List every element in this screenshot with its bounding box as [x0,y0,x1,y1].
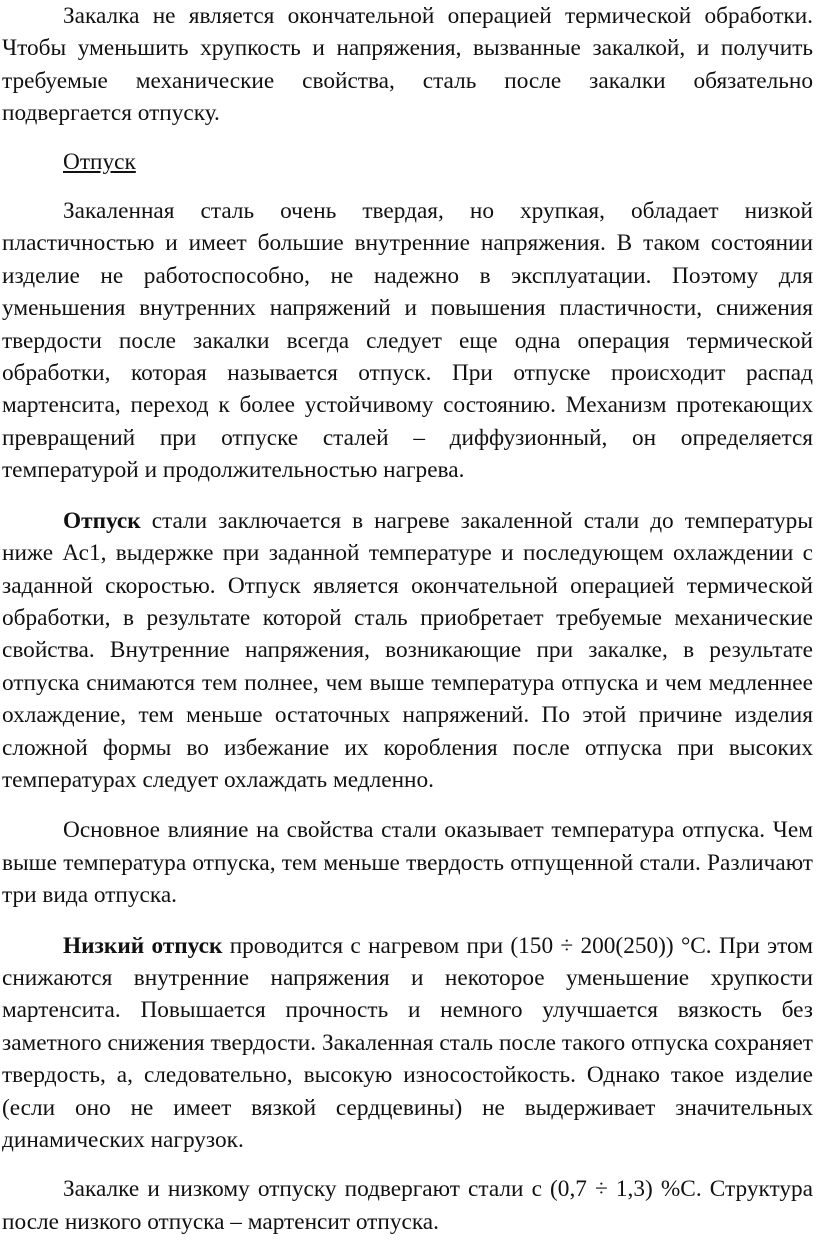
paragraph-tempering-text: стали заключается в нагреве закаленной стали до температуры ниже Ас1, выдержке при заданной температуре и последующем охлаждении с заданной скоростью. Отпуск является окончательной операцией термической обработки, в результате которой сталь приобретает требуемые механические свойства. Внутренние напряжения, возникающие при закалке, в результате отпуска снимаются тем полнее, чем выше температура отпуска и чем медленнее охлаждение, тем меньше остаточных напряжений. По этой причине изделия сложной формы во избежание их коробления после отпуска при высоких температурах следует охлаждать медленно. [2,507,813,793]
paragraph-low-tempering [2,930,813,1157]
paragraph-hardened-steel: Закаленная сталь очень твердая, но хрупкая, обладает низкой пластичностью и имеет большие внутренние напряжения. В таком состоянии изделие не работоспособно, не надежно в эксплуатации. Поэтому для уменьшения внутренних напряжений и повышения пластичности, снижения твердости после закалки всегда следует еще одна операция термической обработки, которая называется отпуск. При отпуске происходит распад мартенсита, переход к более устойчивому состоянию. Механизм протекающих превращений при отпуске сталей – диффузионный, он определяется температурой и продолжительностью нагрева. [2,198,813,484]
paragraph-low-tempering-text: проводится с нагревом при (150 ÷ 200(250)) °С. При этом снижаются внутренние напряжения и некоторое уменьшение хрупкости мартенсита. Повышается прочность и немного улучшается вязкость без заметного снижения твердости. Закаленная сталь после такого отпуска сохраняет твердость, а, следовательно, высокую износостойкость. Однако такое изделие (если оно не имеет вязкой сердцевины) не выдерживает значительных динамических нагрузок. [2,932,814,1153]
section-heading [2,146,813,178]
section-heading-text: Отпуск [63,148,136,175]
paragraph-temperature-influence: Основное влияние на свойства стали оказывает температура отпуска. Чем выше температура отпуска, тем меньше твердость отпущенной стали. Различают три вида отпуска. [2,817,813,909]
term-tempering: Отпуск [63,507,141,534]
paragraph-tempering-definition [2,505,813,797]
paragraph-low-tempering-structure: Закалке и низкому отпуску подвергают стали с (0,7 ÷ 1,3) %С. Структура после низкого отпуска – мартенсит отпуска. [2,1176,813,1235]
paragraph-intro: Закалка не является окончательной операцией термической обработки. Чтобы уменьшить хрупкость и напряжения, вызванные закалкой, и получить требуемые механические свойства, сталь после закалки обязательно подвергается отпуску. [2,3,813,127]
term-low-tempering: Низкий отпуск [63,932,223,959]
